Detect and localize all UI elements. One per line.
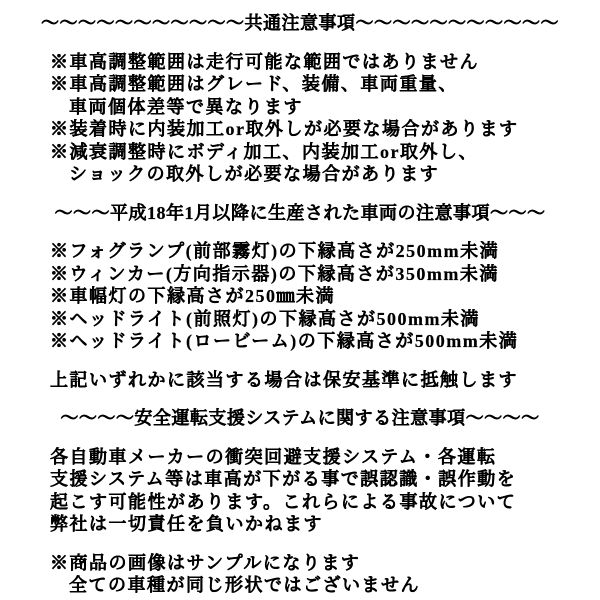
notice-line: ※減衰調整時にボディ加工、内装加工or取外し、 bbox=[50, 141, 479, 162]
notice-line: 全ての車種が同じ形状ではございません bbox=[69, 575, 420, 595]
line-spacer bbox=[50, 186, 560, 202]
notice-line: ※商品の画像はサンプルになります bbox=[50, 552, 361, 573]
section-header-heisei18-vehicles: ～～～平成18年1月以降に生産された車両の注意事項～～～ bbox=[54, 202, 546, 223]
notice-line: ※装着時に内装加工or取外しが必要な場合があります bbox=[50, 119, 519, 139]
line-spacer bbox=[50, 391, 560, 407]
line-spacer bbox=[50, 35, 560, 51]
notice-line: 支援システム等は車高が下がる事で誤認識・誤作動を bbox=[50, 469, 517, 489]
notice-line: ※車高調整範囲はグレード、装備、車両重量、 bbox=[50, 74, 458, 94]
notice-line: 各自動車メーカーの衝突回避支援システム・各運転 bbox=[50, 446, 497, 467]
line-spacer bbox=[50, 353, 560, 369]
safety-standard-note: 上記いずれかに該当する場合は保安基準に抵触します bbox=[50, 369, 518, 390]
notice-line: 起こす可能性があります。これらによる事故について bbox=[50, 491, 517, 512]
notice-line: 弊社は一切責任を負いかねます bbox=[50, 514, 323, 534]
line-spacer bbox=[50, 536, 560, 552]
notice-line: ショックの取外しが必要な場合があります bbox=[69, 164, 440, 184]
notice-line: ※ヘッドライト(前照灯)の下縁高さが500mm未満 bbox=[50, 308, 480, 329]
line-spacer bbox=[50, 430, 560, 446]
notice-line: ※ヘッドライト(ロービーム)の下縁高さが500mm未満 bbox=[50, 331, 519, 351]
notice-line: ※車高調整範囲は走行可能な範囲ではありません bbox=[50, 51, 479, 72]
line-spacer bbox=[50, 224, 560, 240]
notice-line: 車両個体差等で異なります bbox=[69, 96, 303, 117]
section-header-common: ～～～～～～～～～～～共通注意事項～～～～～～～～～～～ bbox=[41, 13, 559, 33]
notice-line: ※車幅灯の下縁高さが250㎜未満 bbox=[50, 286, 335, 306]
notice-line: ※ウィンカー(方向指示器)の下縁高さが350mm未満 bbox=[50, 263, 499, 284]
notice-line: ※フォグランプ(前部霧灯)の下縁高さが250mm未満 bbox=[50, 241, 500, 261]
section-header-safety-system: ～～～～安全運転支援システムに関する注意事項～～～～ bbox=[60, 408, 540, 428]
